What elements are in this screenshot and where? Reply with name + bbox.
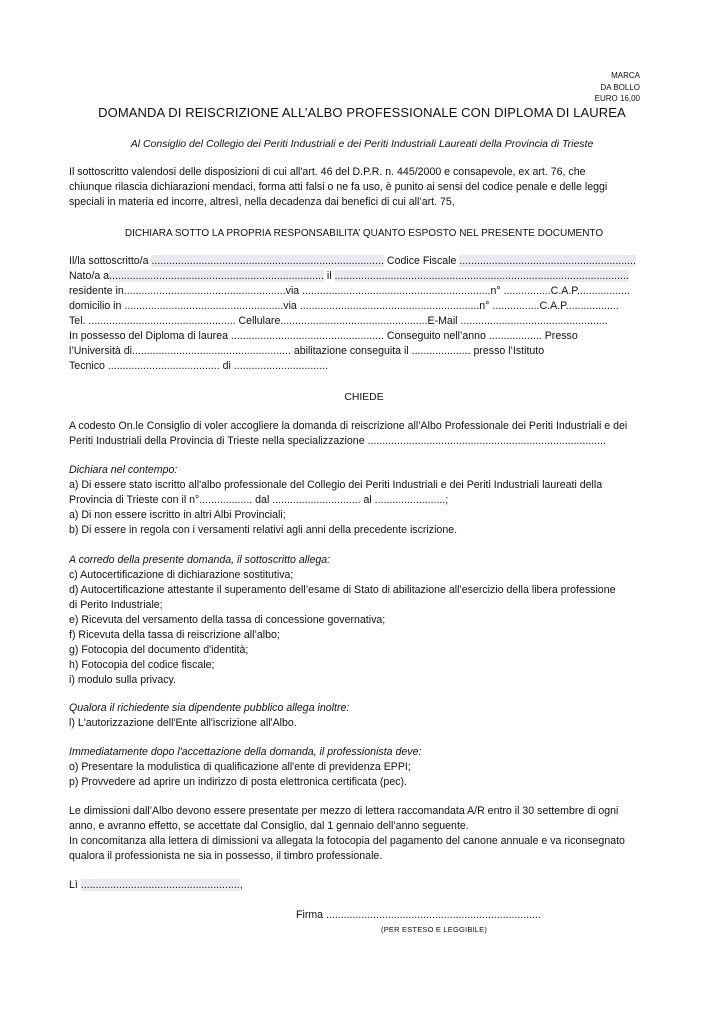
post-acceptance-section — [69, 745, 659, 790]
place-date-field[interactable]: ...................................................... — [80, 879, 240, 891]
stamp-line: DA BOLLO — [600, 82, 640, 92]
public-employee-section — [69, 701, 659, 731]
attachment-item: e) Ricevuta del versamento della tassa di concessione governativa; — [69, 614, 386, 626]
attachments-section — [69, 553, 659, 688]
signature-note: (PER ESTESO E LEGGIBILE) — [381, 925, 488, 934]
place-date-line — [69, 878, 659, 893]
intro-paragraph — [69, 165, 659, 210]
tax-code-field[interactable]: ............................................................ — [459, 255, 636, 267]
name-field[interactable]: ............................................................................... — [151, 255, 384, 267]
stamp-line: MARCA — [611, 71, 640, 80]
document-title: DOMANDA DI REISCRIZIONE ALL’ALBO PROFESSIONALE CON DIPLOMA DI LAUREA — [98, 105, 626, 120]
form-line-university[interactable]: l’Università di...................................................... abilitazione conseguita il .................... presso l’Istituto — [69, 345, 545, 357]
intro-line: speciali in materia ed incorre, altresì, nella decadenza dai benefici di cui all’art. 75, — [69, 196, 455, 208]
addressee: Al Consiglio del Collegio dei Periti Industriali e dei Periti Industriali Laureati della Provincia di Trieste — [130, 138, 594, 150]
request-line[interactable]: Periti Industriali della Provincia di Trieste nella specializzazione ................................................................................. — [69, 435, 606, 447]
dimissions-line: Le dimissioni dall’Albo devono essere presentate per mezzo di lettera raccomandata A/R entro il 30 settembre di ogni — [69, 805, 619, 817]
form-line-degree[interactable]: In possesso del Diploma di laurea .................................................... Conseguito nell’anno .................. Presso — [69, 330, 578, 342]
place-separator: , — [239, 879, 243, 891]
birthdate-label: il — [323, 270, 335, 282]
form-line-contacts[interactable]: Tel. .................................................. Cellulare..................................................E-Mail .................................................. — [69, 315, 608, 327]
personal-data-form — [69, 254, 659, 374]
revenue-stamp-box — [570, 70, 640, 105]
birthdate-field[interactable]: .................................................................................................... — [334, 270, 629, 282]
declaration-item: a) Di non essere iscritto in altri Albi Provinciali; — [69, 509, 286, 521]
dimissions-line: anno, e avranno effetto, se accettate dal Consiglio, dal 1 gennaio dell’anno seguente. — [69, 820, 469, 832]
form-line-residence[interactable]: residente in.......................................................via ................................................................n° ................C.A.P.................. — [69, 285, 630, 297]
form-line-institute[interactable]: Tecnico ...................................... di ................................ — [69, 360, 329, 372]
request-line: A codesto On.le Consiglio di voler accogliere la domanda di reiscrizione all’Albo Professionale dei Periti Industriali e dei — [69, 420, 628, 432]
public-employee-heading: Qualora il richiedente sia dipendente pubblico allega inoltre: — [69, 702, 350, 714]
intro-line: chiunque rilascia dichiarazioni mendaci, forma atti falsi o ne fa uso, è punito ai sensi del codice penale e delle leggi — [69, 181, 608, 193]
request-heading: CHIEDE — [344, 392, 384, 403]
declarations-section — [69, 463, 659, 538]
attachment-item: i) modulo sulla privacy. — [69, 674, 176, 686]
name-label: Il/la sottoscritto/a — [69, 255, 152, 267]
attachment-item: d) Autocertificazione attestante il superamento dell’esame di Stato di abilitazione all’esercizio della libera professione — [69, 584, 616, 596]
attachment-item: h) Fotocopia del codice fiscale; — [69, 659, 215, 671]
dimissions-line: In concomitanza alla lettera di dimissioni va allegata la fotocopia del pagamento del canone annuale e va riconsegnato — [69, 835, 625, 847]
form-line-domicile[interactable]: domicilio in ......................................................via .............................................................n° ................C.A.P.................. — [69, 300, 619, 312]
tax-code-label: Codice Fiscale — [383, 255, 460, 267]
declaration-item[interactable]: Provincia di Trieste con il n°.................. dal .............................. al ........................; — [69, 494, 449, 506]
birthplace-label: Nato/a a — [69, 270, 110, 282]
form-line-name — [69, 254, 659, 269]
attachment-item: c) Autocertificazione di dichiarazione sostitutiva; — [69, 569, 294, 581]
attachments-heading: A corredo della presente domanda, il sottoscritto allega: — [69, 554, 331, 566]
dimissions-line: qualora il professionista ne sia in possesso, il timbro professionale. — [69, 850, 383, 862]
attachment-item: g) Fotocopia del documento d'identità; — [69, 644, 249, 656]
request-paragraph — [69, 419, 659, 449]
birthplace-field[interactable]: ......................................................................... — [109, 270, 324, 282]
place-label: Lì — [69, 879, 81, 891]
attachment-item: f) Ricevuta della tassa di reiscrizione all’albo; — [69, 629, 280, 641]
declaration-item: a) Di essere stato iscritto all'albo professionale del Collegio dei Periti Industriali e dei Periti Industriali laureati della — [69, 479, 603, 491]
attachment-item: di Perito Industriale; — [69, 599, 163, 611]
intro-line: Il sottoscritto valendosi delle disposizioni di cui all'art. 46 del D.P.R. n. 445/2000 e consapevole, ex art. 76, che — [69, 166, 586, 178]
post-acceptance-item: o) Presentare la modulistica di qualificazione all'ente di previdenza EPPI; — [69, 761, 411, 773]
signature-field[interactable]: Firma ......................................................................... — [296, 909, 541, 921]
form-line-birth — [69, 269, 659, 284]
post-acceptance-heading: Immediatamente dopo l'accettazione della domanda, il professionista deve: — [69, 746, 422, 758]
declaration-heading: DICHIARA SOTTO LA PROPRIA RESPONSABILITA’ QUANTO ESPOSTO NEL PRESENTE DOCUMENTO — [124, 228, 604, 239]
declarations-heading: Dichiara nel contempo: — [69, 464, 178, 476]
public-employee-item: l) L'autorizzazione dell'Ente all'iscrizione all'Albo. — [69, 717, 297, 729]
declaration-item: b) Di essere in regola con i versamenti relativi agli anni della precedente iscrizione. — [69, 524, 458, 536]
stamp-line: EURO 16,00 — [594, 94, 640, 103]
post-acceptance-item: p) Provvedere ad aprire un indirizzo di posta elettronica certificata (pec). — [69, 776, 407, 788]
dimissions-paragraph — [69, 804, 659, 864]
